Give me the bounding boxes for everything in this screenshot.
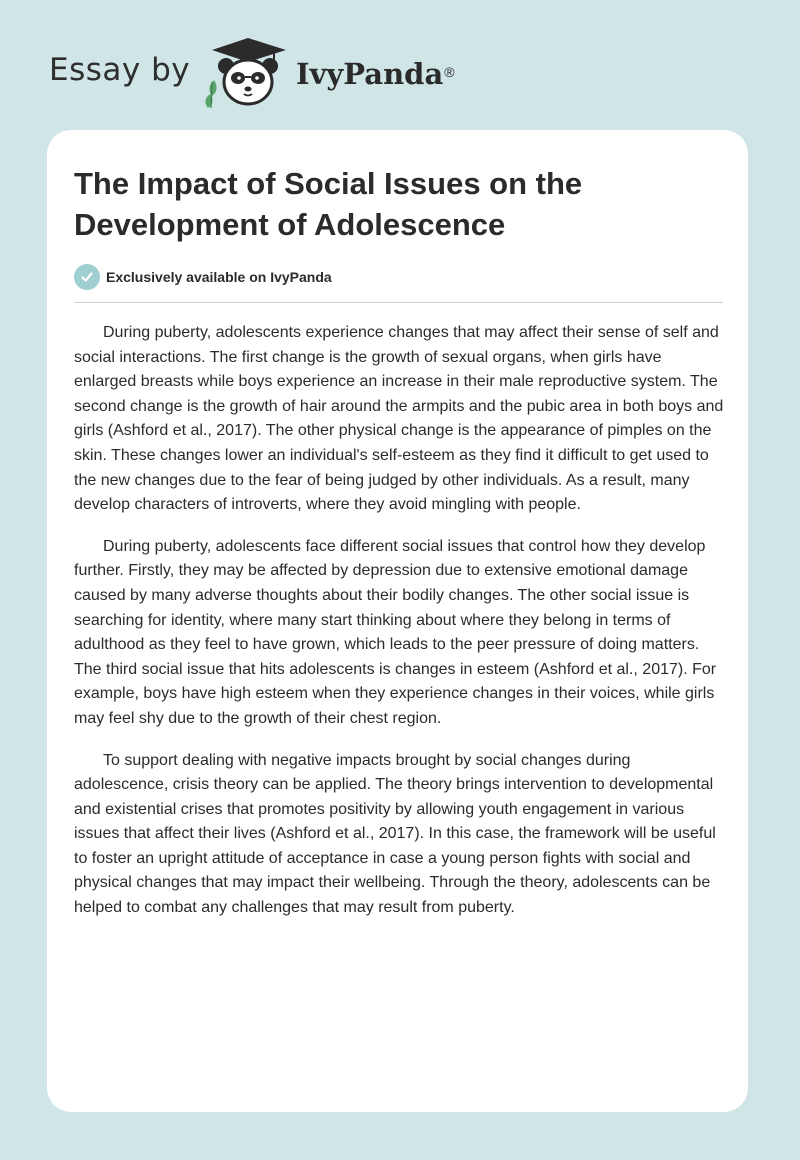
brand-name: IvyPanda	[296, 57, 444, 91]
checkmark-circle-icon	[74, 264, 100, 290]
ivypanda-brand[interactable]	[296, 54, 455, 94]
essay-paragraph-3: To support dealing with negative impacts brought by social changes during adolescence, crisis theory can be applied. The theory brings intervention to developmental and existential crises that promotes positivity by allowing youth engagement in various issues that affect their lives (Ashford et al., 2017). In this case, the framework will be useful to foster an upright attitude of acceptance in case a young person fights with social and physical changes that may impact their wellbeing. Through the theory, adolescents can be helped to combat any challenges that may result from puberty.	[74, 751, 716, 917]
exclusive-badge	[74, 264, 332, 290]
essay-title: The Impact of Social Issues on the Development of Adolescence	[74, 166, 583, 242]
panda-graduate-logo-icon	[200, 36, 292, 110]
essay-card	[47, 130, 748, 1112]
title-divider	[74, 302, 723, 303]
registered-mark: ®	[444, 64, 455, 80]
essay-by-label: Essay by	[49, 52, 191, 88]
site-header	[0, 0, 800, 130]
essay-body	[74, 321, 724, 938]
essay-paragraph-1: During puberty, adolescents experience changes that may affect their sense of self and social interactions. The first change is the growth of sexual organs, when girls have enlarged breasts while boys experience an increase in their male reproductive system. The second change is the growth of hair around the armpits and the pubic area in both boys and girls (Ashford et al., 2017). The other physical change is the appearance of pimples on the skin. These changes lower an individual's self-esteem as they find it difficult to get used to the new changes due to the fear of being judged by other individuals. As a result, many develop characters of introverts, where they avoid mingling with people.	[74, 324, 724, 514]
essay-paragraph-2: During puberty, adolescents face different social issues that control how they develop further. Firstly, they may be affected by depression due to extensive emotional damage caused by many adverse thoughts about their bodily changes. The other social issue is searching for identity, where many start thinking about where they belong in terms of adulthood as they feel to have grown, which leads to the peer pressure of doing matters. The third social issue that hits adolescents is changes in esteem (Ashford et al., 2017). For example, boys have high esteem when they experience changes in their voices, while girls may feel shy due to the growth of their chest region.	[74, 537, 717, 727]
exclusive-badge-label: Exclusively available on IvyPanda	[106, 269, 332, 285]
